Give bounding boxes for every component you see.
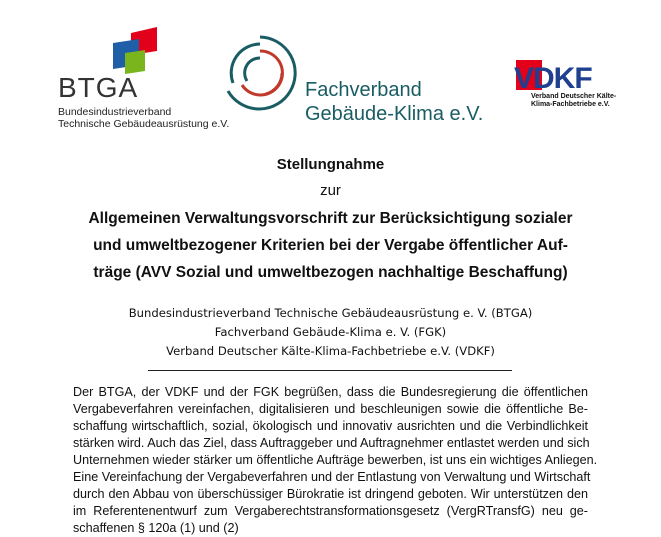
body-line: Der BTGA, der VDKF und der FGK begrüßen, dass die Bundesregierung die öffentlichen [73, 385, 588, 399]
fgk-circle-emblem-icon [220, 33, 300, 113]
divider [148, 370, 512, 371]
body-line: schaffung wirtschaftlich, sozial, ökologisch und innovativ ausrichten und die Verbindlichkeit [73, 419, 588, 433]
btga-logo [58, 27, 230, 130]
body-line: stärken wird. Auch das Ziel, dass Auftraggeber und Auftragnehmer entlastet werden und sich [73, 436, 590, 450]
subject-line-2: und umweltbezogener Kriterien bei der Vergabe öffentlicher Auf- [93, 237, 568, 254]
btga-subtitle [58, 106, 229, 130]
btga-emblem-icon [95, 27, 165, 75]
body-line: schaffenen § 120a (1) und (2) [73, 521, 239, 535]
fgk-name-line1: Fachverband [305, 79, 422, 101]
vdkf-wordmark-graphic [510, 54, 620, 94]
vdkf-wordmark: VDKF [514, 62, 592, 94]
organization-vdkf: Verband Deutscher Kälte-Klima-Fachbetriebe e.V. (VDKF) [166, 344, 495, 358]
vdkf-subtitle-line2: Klima-Fachbetriebe e.V. [531, 101, 610, 108]
vdkf-subtitle [531, 93, 616, 109]
body-line: Unternehmen wieder stärker um öffentliche Aufträge bewerben, ist uns ein wichtiges Anliegen. [73, 453, 598, 467]
btga-subtitle-line1: Bundesindustrieverband [58, 106, 172, 118]
body-line: Vergabeverfahren vereinfachen, digitalisieren und beschleunigen sowie die öffentliche Be- [73, 402, 588, 416]
organization-fgk: Fachverband Gebäude-Klima e. V. (FGK) [214, 325, 447, 339]
subject-line-3: träge (AVV Sozial und umweltbezogen nachhaltige Beschaffung) [93, 264, 568, 281]
title-connector: zur [320, 182, 341, 199]
doc-title: Stellungnahme [276, 156, 385, 173]
vdkf-logo [510, 54, 630, 124]
fgk-logo [220, 33, 500, 123]
body-line: im Referentenentwurf zum Vergaberechtstransformationsgesetz (VergRTransfG) neu ge- [73, 504, 588, 518]
body-line: Eine Vereinfachung der Vergabeverfahren und der Entlastung von Verwaltung und Wirtschaft [73, 470, 591, 484]
organization-btga: Bundesindustrieverband Technische Gebäudeausrüstung e. V. (BTGA) [128, 306, 533, 320]
btga-subtitle-line2: Technische Gebäudeausrüstung e.V. [58, 118, 230, 130]
body-line: durch den Abbau von überschüssiger Bürokratie ist dringend geboten. Wir unterstützen den [73, 487, 588, 501]
subject-line-1: Allgemeinen Verwaltungsvorschrift zur Berücksichtigung sozialer [88, 210, 573, 227]
btga-wordmark: BTGA [58, 72, 139, 103]
fgk-name-line2: Gebäude-Klima e.V. [305, 103, 484, 125]
vdkf-subtitle-line1: Verband Deutscher Kälte- [531, 93, 617, 100]
